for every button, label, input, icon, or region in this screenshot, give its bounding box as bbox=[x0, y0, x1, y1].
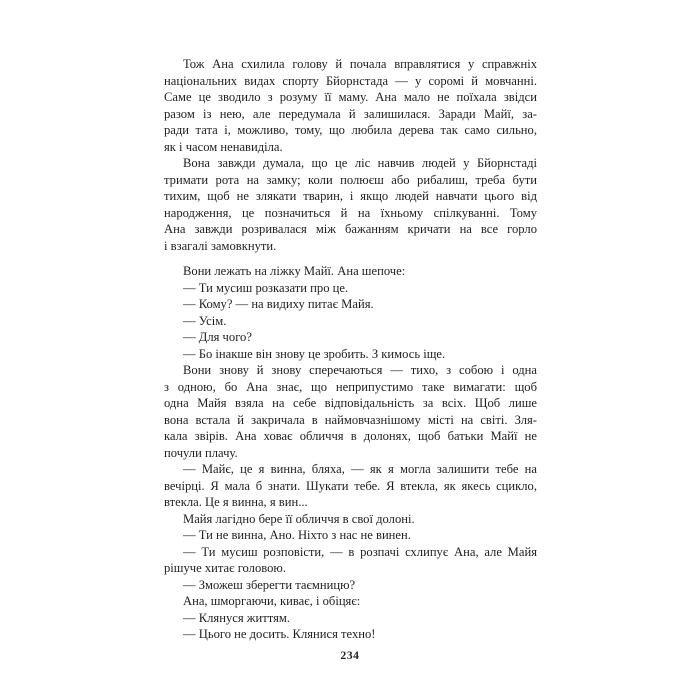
text-line: Ана завжди розривалася між бажанням кричати на все горло bbox=[164, 222, 537, 236]
text-line: рішуче хитає головою. bbox=[164, 561, 286, 575]
dialogue-paragraph bbox=[164, 296, 537, 313]
text-line: тримати рота на замку; коли полюєш або рибалиш, треба бути bbox=[164, 172, 537, 187]
text-line: — Майє, це я винна, бляха, — як я могла залишити тебе на bbox=[183, 462, 537, 476]
body-paragraph bbox=[164, 56, 537, 155]
text-line: — Для чого? bbox=[183, 330, 252, 344]
text-line: — Ти не винна, Ано. Ніхто з нас не винен. bbox=[183, 528, 411, 542]
text-line: Вона завжди думала, що це ліс навчив людей у Бйорнстаді bbox=[183, 156, 537, 170]
text-line: кала звірів. Ана ховає обличчя в долонях, щоб батьки Майї не bbox=[164, 429, 537, 443]
dialogue-paragraph bbox=[164, 527, 537, 544]
page-text bbox=[164, 56, 537, 643]
dialogue-paragraph bbox=[164, 280, 537, 297]
body-paragraph bbox=[164, 263, 537, 280]
dialogue-paragraph bbox=[164, 346, 537, 363]
dialogue-paragraph bbox=[164, 461, 537, 511]
text-line: Вони лежать на ліжку Майї. Ана шепоче: bbox=[183, 264, 406, 278]
body-paragraph bbox=[164, 511, 537, 528]
body-paragraph bbox=[164, 362, 537, 461]
text-line: — Кому? — на видиху питає Майя. bbox=[183, 297, 374, 311]
text-line: народження, це позначиться й на їхньому спілкуванні. Тому bbox=[164, 205, 537, 220]
text-line: — Усім. bbox=[183, 313, 227, 328]
text-line: тихим, щоб не злякати тварин, і якщо людей навчати цього від bbox=[164, 189, 537, 203]
dialogue-paragraph bbox=[164, 577, 537, 594]
dialogue-paragraph bbox=[164, 313, 537, 330]
text-line: вона встала й закричала в наймовчазнішому місті на світі. Зля- bbox=[164, 412, 537, 427]
text-line: як і часом ненавиділа. bbox=[164, 139, 283, 154]
text-line: — Клянуся життям. bbox=[183, 610, 290, 625]
text-line: разом із нею, але передумала й залишилася. Заради Майї, за- bbox=[164, 106, 537, 121]
text-line: Тож Ана схилила голову й почала вправлятися у справжніх bbox=[183, 57, 537, 71]
text-line: національних видах спорту Бйорнстада — у соромі й мовчанні. bbox=[164, 73, 537, 88]
dialogue-paragraph bbox=[164, 626, 537, 643]
text-line: Ана, шморгаючи, киває, і обіцяє: bbox=[183, 594, 361, 608]
text-line: втекла. Це я винна, я вин... bbox=[164, 495, 308, 509]
text-line: почули плачу. bbox=[164, 445, 238, 460]
text-line: — Зможеш зберегти таємницю? bbox=[183, 577, 356, 592]
text-line: з одною, бо Ана знає, що неприпустимо таке вимагати: щоб bbox=[164, 379, 537, 394]
text-line: — Цього не досить. Клянися техно! bbox=[183, 627, 376, 641]
text-line: — Бо інакше він знову це зробить. З кимось іще. bbox=[183, 346, 446, 361]
text-line: Саме це зводило з розуму її маму. Ана мало не поїхала звідси bbox=[164, 90, 537, 104]
body-paragraph bbox=[164, 593, 537, 610]
text-line: — Ти мусиш розказати про це. bbox=[183, 280, 349, 295]
text-line: ради тата і, можливо, тому, що любила дерева так само сильно, bbox=[164, 123, 537, 137]
text-line: і взагалі замовкнути. bbox=[164, 238, 277, 253]
text-line: Вони знову й знову сперечаються — тихо, з собою і одна bbox=[183, 363, 537, 377]
dialogue-paragraph bbox=[164, 610, 537, 627]
body-paragraph bbox=[164, 155, 537, 254]
text-line: одна Майя взяла на себе відповідальність за всіх. Щоб лише bbox=[164, 396, 537, 410]
text-line: Майя лагідно бере її обличчя в свої долоні. bbox=[183, 511, 415, 526]
dialogue-paragraph bbox=[164, 329, 537, 346]
dialogue-paragraph bbox=[164, 544, 537, 577]
text-line: вечірці. Я мала б знати. Шукати тебе. Я втекла, як якесь сцикло, bbox=[164, 478, 537, 493]
page-number: 234 bbox=[340, 650, 360, 662]
text-line: — Ти мусиш розповісти, — в розпачі схлипує Ана, але Майя bbox=[183, 544, 537, 559]
